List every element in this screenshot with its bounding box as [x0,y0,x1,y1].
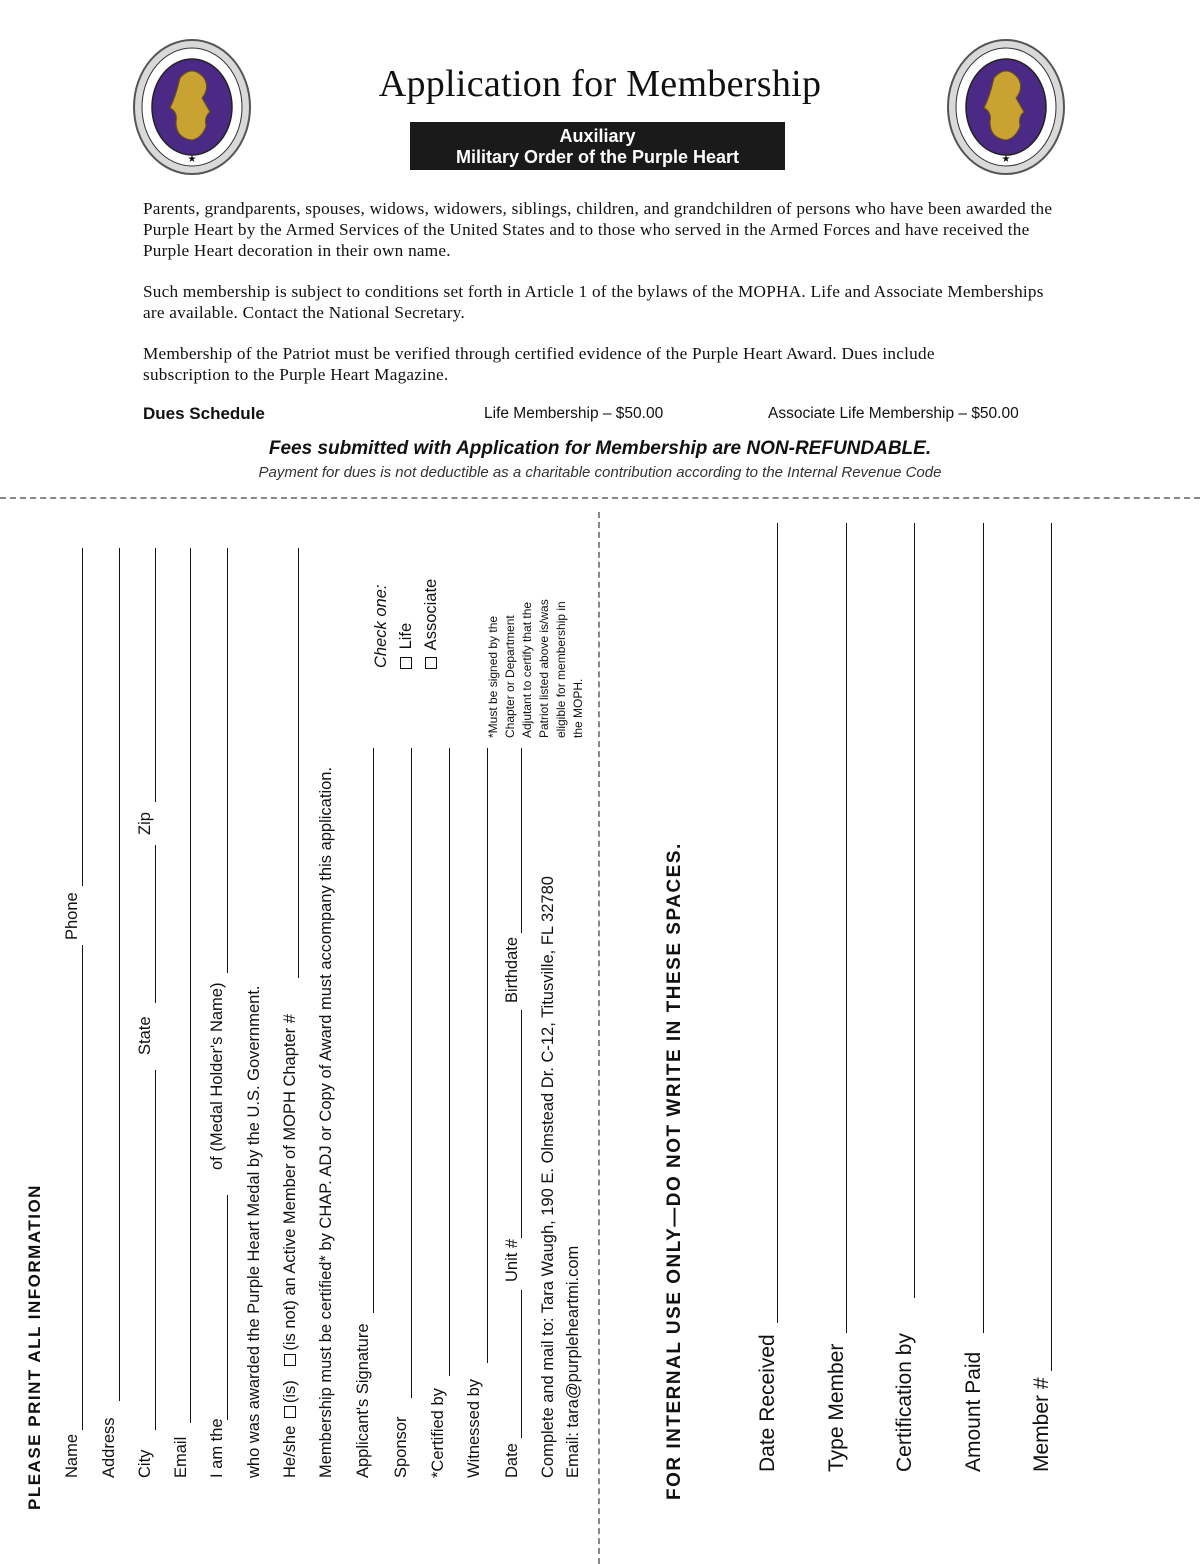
awarded-statement: who was awarded the Purple Heart Medal by the U.S. Government. [245,985,263,1478]
check-one-label: Check one: [372,584,390,668]
applicant-signature-label: Applicant's Signature [354,1323,372,1478]
certified-by-field[interactable] [449,748,450,1376]
state-label: State [136,1016,154,1055]
life-checkbox[interactable] [400,657,412,669]
sponsor-field[interactable] [411,748,412,1398]
dues-life-membership: Life Membership – $50.00 [484,405,664,422]
must-be-signed-line-3: Adjutant to certify that the [520,601,534,738]
svg-text:★: ★ [187,154,197,165]
email-label: Email [172,1436,190,1478]
certification-by-label: Certification by [893,1333,916,1472]
zip-field[interactable] [155,548,156,802]
date-field[interactable] [521,1290,522,1438]
type-member-field[interactable] [846,523,847,1333]
amount-paid-label: Amount Paid [962,1351,985,1472]
unit-label: Unit # [503,1238,521,1282]
active-member-line [282,1014,299,1478]
cut-line-horizontal [0,497,1200,499]
is-not-label: (is not) an Active Member of MOPH Chapter # [281,1014,299,1351]
state-field[interactable] [155,845,156,1003]
must-be-signed-line-2: Chapter or Department [503,615,517,738]
certified-notice: Membership must be certified* by CHAP. ADJ or Copy of Award must accompany this application. [317,766,335,1478]
is-not-checkbox[interactable] [284,1354,296,1366]
relationship-field[interactable] [227,1195,228,1420]
member-number-label: Member # [1030,1377,1053,1472]
must-be-signed-line-4: Patriot listed above is/was [537,599,551,738]
subtitle-line-2: Military Order of the Purple Heart [455,147,740,167]
medal-holder-field[interactable] [227,548,228,973]
purple-heart-seal-icon-right [946,38,1066,176]
date-received-field[interactable] [777,523,778,1323]
intro-paragraph-3: Membership of the Patriot must be verified through certified evidence of the Purple Heart Award. Dues include subscription to the Purple Heart Magazine. [143,344,935,384]
name-field[interactable] [82,945,83,1430]
must-be-signed-line-1: *Must be signed by the [486,615,500,738]
intro-paragraph-1: Parents, grandparents, spouses, widows, widowers, siblings, children, and grandchildren of persons who have been awarded the Purple Heart by the Armed Services of the United States and to those who served in the Armed Forces and have received the Purple Heart decoration in their own name. [143,199,1053,260]
date-received-label: Date Received [756,1334,779,1472]
city-label: City [136,1449,154,1478]
purple-heart-seal-icon [132,38,252,176]
internal-use-heading: FOR INTERNAL USE ONLY—DO NOT WRITE IN THESE SPACES. [664,842,685,1500]
is-checkbox[interactable] [284,1406,296,1418]
subtitle-line-1: Auxiliary [559,126,636,146]
payment-notice: Payment for dues is not deductible as a charitable contribution according to the Internal Revenue Code [258,464,942,481]
mail-to-address: Complete and mail to: Tara Waugh, 190 E. Olmstead Dr. C-12, Titusville, FL 32780 [539,876,557,1478]
associate-option [423,579,440,672]
medal-holder-label: of (Medal Holder's Name) [208,982,226,1170]
form-heading: PLEASE PRINT ALL INFORMATION [25,1184,44,1510]
dues-associate-membership: Associate Life Membership – $50.00 [768,405,1019,422]
zip-label: Zip [136,812,154,835]
unit-field[interactable] [521,1010,522,1238]
applicant-signature-field[interactable] [373,748,374,1313]
fees-notice: Fees submitted with Application for Membership are NON-REFUNDABLE. [268,438,932,459]
date-label: Date [503,1443,521,1478]
must-be-signed-line-6: the MOPH. [571,678,585,738]
chapter-number-field[interactable] [298,548,299,978]
heshe-label: He/she [281,1425,299,1478]
certified-by-label: *Certified by [429,1388,447,1478]
address-field[interactable] [119,548,120,1401]
witnessed-by-field[interactable] [487,748,488,1363]
associate-label: Associate [422,578,440,651]
svg-text:★: ★ [1001,154,1011,165]
phone-label: Phone [63,892,81,940]
type-member-label: Type Member [825,1343,848,1472]
associate-checkbox[interactable] [425,657,437,669]
i-am-the-label: I am the [208,1418,226,1478]
life-label: Life [397,622,415,650]
mail-to-email: Email: tara@purpleheartmi.com [564,1245,582,1478]
address-label: Address [100,1417,118,1478]
witnessed-by-label: Witnessed by [465,1378,483,1478]
subtitle-banner [410,122,785,170]
email-field[interactable] [190,548,191,1423]
dues-schedule-label: Dues Schedule [143,404,265,423]
page-title: Application for Membership [378,63,822,105]
birthdate-label: Birthdate [503,936,521,1003]
must-be-signed-line-5: eligible for membership in [554,601,568,738]
cut-line-vertical [598,512,600,1564]
city-field[interactable] [155,1070,156,1430]
name-label: Name [63,1433,81,1478]
amount-paid-field[interactable] [983,523,984,1333]
life-option [398,623,415,672]
sponsor-label: Sponsor [392,1416,410,1478]
intro-paragraph-2: Such membership is subject to conditions set forth in Article 1 of the bylaws of the MOPHA. Life and Associate Memberships are available. Contact the National Secretary. [143,282,1044,322]
phone-field[interactable] [82,548,83,886]
member-number-field[interactable] [1051,523,1052,1371]
birthdate-field[interactable] [521,748,522,933]
is-label: (is) [281,1380,299,1404]
certification-by-field[interactable] [914,523,915,1298]
